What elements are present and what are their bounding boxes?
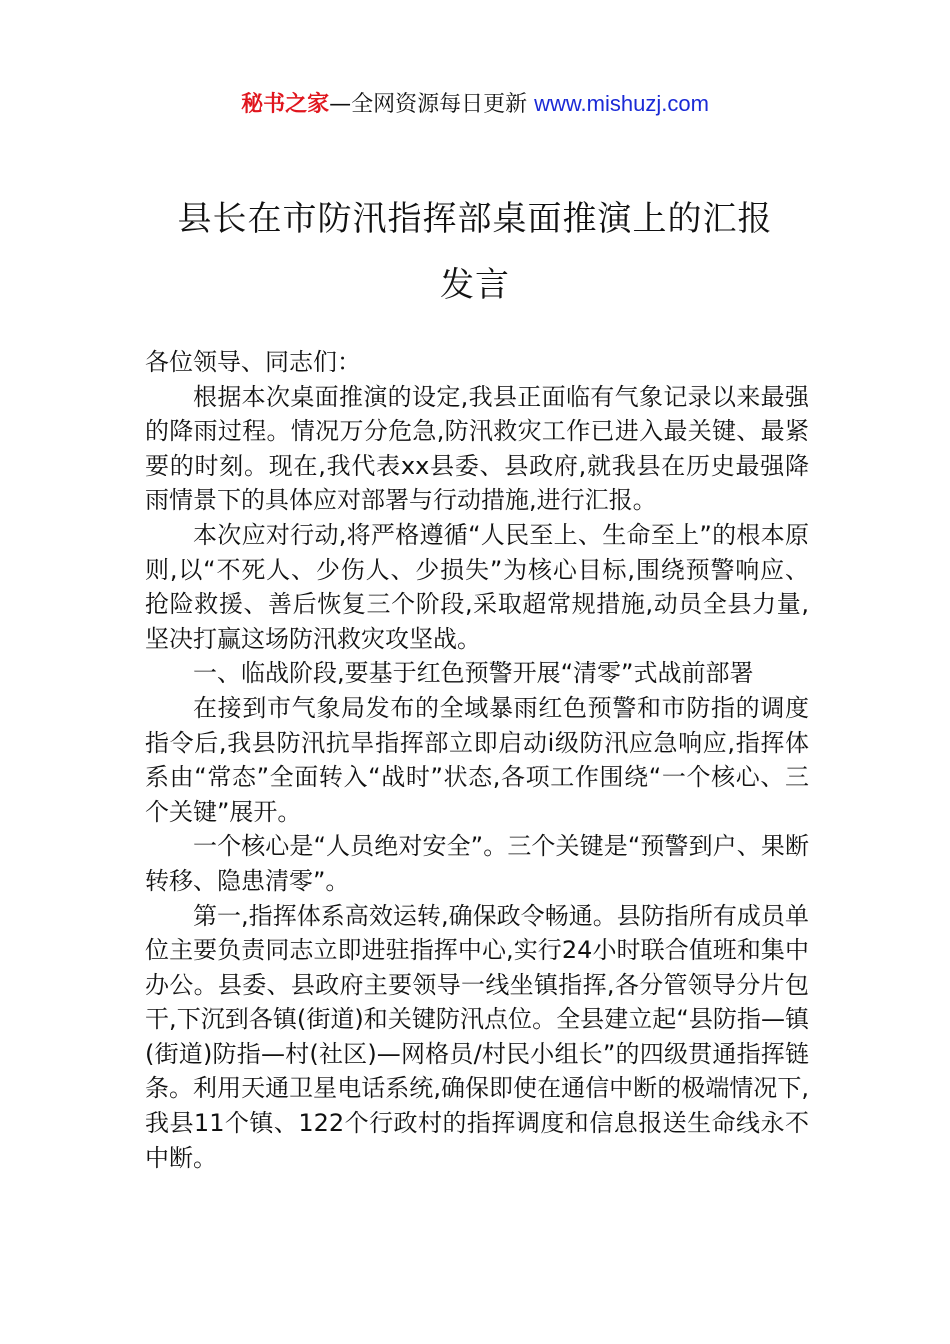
brand-name: 秘书之家 <box>241 92 330 117</box>
paragraph-principle: 本次应对行动,将严格遵循“人民至上、生命至上”的根本原则,以“不死人、少伤人、少损失”为核心目标,围绕预警响应、抢险救援、善后恢复三个阶段,采取超常规措施,动员全县力量,坚决打赢这场防汛救灾攻坚战。 <box>145 520 809 653</box>
document-title <box>100 186 850 318</box>
site-url-link[interactable]: www.mishuzj.com <box>534 91 709 116</box>
site-banner <box>0 88 950 121</box>
paragraph-command-system: 第一,指挥体系高效运转,确保政令畅通。县防指所有成员单位主要负责同志立即进驻指挥中心,实行24小时联合值班和集中办公。县委、县政府主要领导一线坐镇指挥,各分管领导分片包干,下沉到各镇(街道)和关键防汛点位。全县建立起“县防指—镇(街道)防指—村(社区)—网格员/村民小组长”的四级贯通指挥链条。利用天通卫星电话系统,确保即使在通信中断的极端情况下,我县11个镇、122个行政村的指挥调度和信息报送生命线永不中断。 <box>145 901 809 1172</box>
title-line-1: 县长在市防汛指挥部桌面推演上的汇报 <box>177 199 773 239</box>
paragraph-intro: 根据本次桌面推演的设定,我县正面临有气象记录以来最强的降雨过程。情况万分危急,防汛救灾工作已进入最关键、最紧要的时刻。现在,我代表xx县委、县政府,就我县在历史最强降雨情景下的具体应对部署与行动措施,进行汇报。 <box>145 382 809 515</box>
section-heading-1: 一、临战阶段,要基于红色预警开展“清零”式战前部署 <box>193 659 754 688</box>
document-body <box>145 345 809 1175</box>
paragraph-core-keys: 一个核心是“人员绝对安全”。三个关键是“预警到户、果断转移、隐患清零”。 <box>145 832 809 895</box>
title-line-2: 发言 <box>440 265 510 305</box>
banner-tagline: —全网资源每日更新 <box>329 92 535 117</box>
paragraph-response: 在接到市气象局发布的全域暴雨红色预警和市防指的调度指令后,我县防汛抗旱指挥部立即启动i级防汛应急响应,指挥体系由“常态”全面转入“战时”状态,各项工作围绕“一个核心、三个关键”展开。 <box>145 693 809 826</box>
salutation: 各位领导、同志们： <box>145 348 361 376</box>
